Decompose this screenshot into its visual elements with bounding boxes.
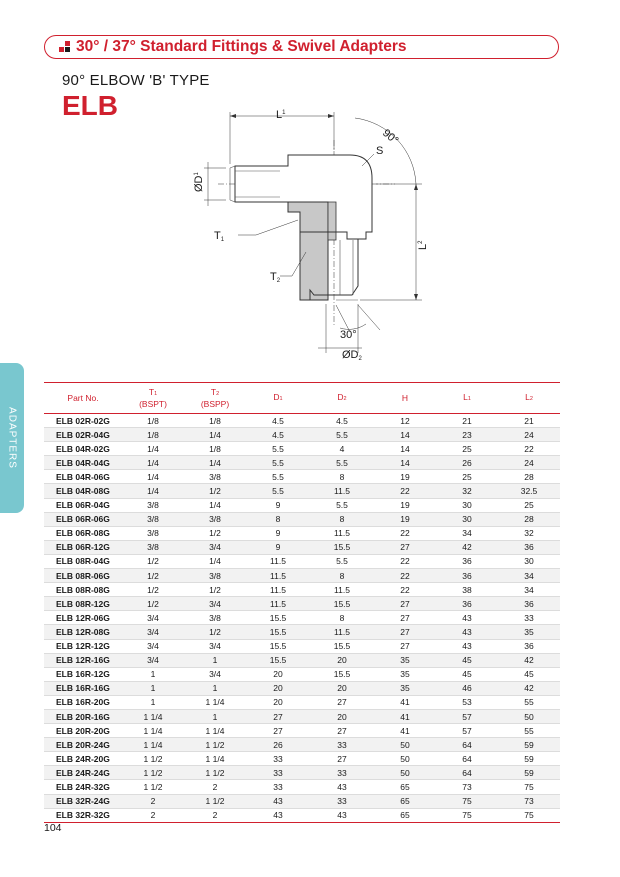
cell-d2: 15.5 [310, 667, 374, 681]
cell-d1: 20 [246, 667, 310, 681]
cell-h: 41 [374, 724, 436, 738]
cell-d1: 20 [246, 695, 310, 709]
cell-l2: 25 [498, 498, 560, 512]
cell-l2: 55 [498, 724, 560, 738]
cell-h: 35 [374, 653, 436, 667]
cell-part-no: ELB 32R-32G [44, 808, 122, 822]
header-d2: D2 [310, 383, 374, 414]
table-row [44, 611, 560, 625]
cell-d1: 43 [246, 794, 310, 808]
cell-d1: 5.5 [246, 484, 310, 498]
table-row [44, 569, 560, 583]
cell-t2: 1/2 [184, 526, 246, 540]
table-header-row [44, 383, 560, 414]
cell-d1: 11.5 [246, 554, 310, 568]
cell-l2: 21 [498, 414, 560, 428]
cell-t1: 1 [122, 695, 184, 709]
cell-h: 22 [374, 583, 436, 597]
cell-l1: 75 [436, 794, 498, 808]
cell-h: 22 [374, 554, 436, 568]
cell-l1: 36 [436, 597, 498, 611]
cell-l1: 64 [436, 752, 498, 766]
cell-d2: 27 [310, 752, 374, 766]
cell-d1: 9 [246, 526, 310, 540]
cell-d1: 15.5 [246, 639, 310, 653]
table-row [44, 780, 560, 794]
cell-d1: 33 [246, 766, 310, 780]
cell-part-no: ELB 16R-20G [44, 695, 122, 709]
cell-part-no: ELB 12R-08G [44, 625, 122, 639]
cell-part-no: ELB 12R-06G [44, 611, 122, 625]
cell-d1: 15.5 [246, 625, 310, 639]
table-row [44, 766, 560, 780]
cell-t1: 1/2 [122, 554, 184, 568]
cell-d1: 33 [246, 752, 310, 766]
cell-d2: 15.5 [310, 639, 374, 653]
cell-t2: 3/4 [184, 639, 246, 653]
cell-h: 27 [374, 540, 436, 554]
cell-l1: 34 [436, 526, 498, 540]
product-subtitle: 90° ELBOW 'B' TYPE [62, 72, 210, 89]
cell-l1: 53 [436, 695, 498, 709]
cell-t2: 2 [184, 808, 246, 822]
table-row [44, 724, 560, 738]
cell-l2: 22 [498, 442, 560, 456]
cell-h: 65 [374, 780, 436, 794]
cell-t2: 3/4 [184, 597, 246, 611]
cell-l2: 75 [498, 780, 560, 794]
cell-t1: 1/2 [122, 569, 184, 583]
banner-square-icon [65, 41, 70, 46]
cell-l2: 55 [498, 695, 560, 709]
cell-d2: 5.5 [310, 554, 374, 568]
cell-h: 35 [374, 667, 436, 681]
cell-t1: 3/8 [122, 498, 184, 512]
cell-t2: 1/4 [184, 456, 246, 470]
banner-square-icon [59, 47, 64, 52]
cell-t1: 3/4 [122, 625, 184, 639]
cell-l1: 64 [436, 766, 498, 780]
cell-d2: 11.5 [310, 625, 374, 639]
header-h: H [374, 383, 436, 414]
cell-t1: 1/8 [122, 428, 184, 442]
cell-l2: 30 [498, 554, 560, 568]
label-l1: $L^1$ [276, 109, 286, 121]
cell-d2: 5.5 [310, 498, 374, 512]
cell-t2: 3/8 [184, 470, 246, 484]
cell-d2: 33 [310, 738, 374, 752]
cell-part-no: ELB 20R-24G [44, 738, 122, 752]
cell-d2: 20 [310, 653, 374, 667]
cell-d2: 33 [310, 794, 374, 808]
cell-part-no: ELB 06R-04G [44, 498, 122, 512]
cell-l2: 59 [498, 752, 560, 766]
label-t1: T1 [214, 230, 225, 243]
cell-d1: 5.5 [246, 470, 310, 484]
cell-d1: 9 [246, 498, 310, 512]
cell-l1: 36 [436, 569, 498, 583]
cell-t2: 1 [184, 681, 246, 695]
table-row [44, 681, 560, 695]
cell-t1: 2 [122, 808, 184, 822]
cell-t2: 1 1/4 [184, 752, 246, 766]
cell-l1: 21 [436, 414, 498, 428]
cell-l1: 32 [436, 484, 498, 498]
cell-d2: 4 [310, 442, 374, 456]
cell-h: 22 [374, 526, 436, 540]
cell-d1: 43 [246, 808, 310, 822]
cell-h: 50 [374, 752, 436, 766]
cell-part-no: ELB 02R-04G [44, 428, 122, 442]
cell-t2: 1/2 [184, 625, 246, 639]
cell-h: 14 [374, 428, 436, 442]
cell-part-no: ELB 20R-16G [44, 709, 122, 723]
cell-t2: 1 1/2 [184, 794, 246, 808]
cell-d2: 43 [310, 808, 374, 822]
table-row [44, 498, 560, 512]
cell-d2: 15.5 [310, 540, 374, 554]
cell-t1: 2 [122, 794, 184, 808]
cell-t2: 1/4 [184, 554, 246, 568]
cell-l1: 25 [436, 470, 498, 484]
cell-l2: 75 [498, 808, 560, 822]
cell-t2: 1/2 [184, 484, 246, 498]
table-row [44, 512, 560, 526]
cell-t1: 3/4 [122, 639, 184, 653]
cell-l2: 42 [498, 653, 560, 667]
label-l2: $L^2$ [417, 240, 429, 250]
cell-t2: 1 [184, 653, 246, 667]
banner-title: 30° / 37° Standard Fittings & Swivel Adapters [76, 38, 407, 55]
cell-t2: 1/4 [184, 498, 246, 512]
cell-d2: 8 [310, 611, 374, 625]
cell-t1: 3/4 [122, 611, 184, 625]
cell-d2: 4.5 [310, 414, 374, 428]
cell-t2: 1 1/4 [184, 695, 246, 709]
cell-d1: 9 [246, 540, 310, 554]
elbow-section [288, 202, 328, 300]
table-row [44, 667, 560, 681]
cell-h: 12 [374, 414, 436, 428]
cell-h: 50 [374, 766, 436, 780]
table-row [44, 709, 560, 723]
cell-l1: 45 [436, 653, 498, 667]
cell-l1: 57 [436, 724, 498, 738]
cell-l1: 25 [436, 442, 498, 456]
cell-t1: 1/2 [122, 583, 184, 597]
table-row [44, 625, 560, 639]
cell-h: 65 [374, 794, 436, 808]
cell-d1: 5.5 [246, 456, 310, 470]
cell-h: 27 [374, 611, 436, 625]
cell-part-no: ELB 24R-32G [44, 780, 122, 794]
cell-h: 27 [374, 597, 436, 611]
cell-l1: 73 [436, 780, 498, 794]
label-d2: ØD2 [342, 349, 362, 362]
header-t1: T1 (BSPT) [122, 383, 184, 414]
header-l1: L1 [436, 383, 498, 414]
cell-h: 41 [374, 695, 436, 709]
cell-h: 19 [374, 512, 436, 526]
cell-d2: 11.5 [310, 484, 374, 498]
cell-part-no: ELB 24R-20G [44, 752, 122, 766]
table-row [44, 653, 560, 667]
cell-part-no: ELB 20R-20G [44, 724, 122, 738]
table-row [44, 639, 560, 653]
cell-t1: 1/2 [122, 597, 184, 611]
cell-t1: 1 [122, 667, 184, 681]
cell-t1: 1/4 [122, 442, 184, 456]
label-angle-30: 30° [340, 329, 357, 341]
page-number: 104 [44, 822, 62, 834]
product-code: ELB [62, 90, 118, 121]
cell-t2: 1/4 [184, 428, 246, 442]
cell-t2: 3/4 [184, 540, 246, 554]
cell-h: 65 [374, 808, 436, 822]
cell-part-no: ELB 16R-12G [44, 667, 122, 681]
cell-h: 19 [374, 498, 436, 512]
cell-d2: 43 [310, 780, 374, 794]
table-row [44, 554, 560, 568]
banner-square-icon [65, 47, 70, 52]
cell-part-no: ELB 04R-06G [44, 470, 122, 484]
cell-part-no: ELB 12R-16G [44, 653, 122, 667]
cell-l1: 46 [436, 681, 498, 695]
table-row [44, 456, 560, 470]
cell-t1: 1 1/2 [122, 766, 184, 780]
cell-l2: 34 [498, 569, 560, 583]
table-row [44, 428, 560, 442]
cell-d2: 11.5 [310, 583, 374, 597]
cell-t1: 1/4 [122, 470, 184, 484]
cell-t1: 1 1/4 [122, 709, 184, 723]
cell-l1: 57 [436, 709, 498, 723]
cell-d1: 26 [246, 738, 310, 752]
cell-l2: 34 [498, 583, 560, 597]
label-d1: $ØD^1$ [193, 172, 205, 192]
side-tab-label: ADAPTERS [6, 407, 18, 469]
cell-t2: 1/2 [184, 583, 246, 597]
side-tab-adapters[interactable] [0, 363, 24, 513]
cell-t1: 3/4 [122, 653, 184, 667]
cell-l2: 36 [498, 639, 560, 653]
cell-h: 50 [374, 738, 436, 752]
cell-h: 22 [374, 484, 436, 498]
cell-d1: 27 [246, 709, 310, 723]
cell-l2: 35 [498, 625, 560, 639]
label-t2: T2 [270, 271, 281, 284]
table-row [44, 442, 560, 456]
cell-d1: 20 [246, 681, 310, 695]
table-row [44, 414, 560, 428]
cell-d1: 5.5 [246, 442, 310, 456]
label-angle-90: 90° [380, 127, 401, 147]
cell-part-no: ELB 24R-24G [44, 766, 122, 780]
cell-d1: 4.5 [246, 428, 310, 442]
cell-d1: 33 [246, 780, 310, 794]
cell-l1: 26 [436, 456, 498, 470]
cell-d1: 11.5 [246, 583, 310, 597]
cell-part-no: ELB 06R-08G [44, 526, 122, 540]
cell-l2: 42 [498, 681, 560, 695]
cell-t1: 1 1/4 [122, 724, 184, 738]
cell-part-no: ELB 08R-04G [44, 554, 122, 568]
cell-l1: 43 [436, 639, 498, 653]
cell-l2: 32 [498, 526, 560, 540]
cell-t1: 1/4 [122, 484, 184, 498]
header-part-no: Part No. [44, 383, 122, 414]
label-s: S [376, 145, 384, 157]
cell-l1: 42 [436, 540, 498, 554]
cell-d1: 8 [246, 512, 310, 526]
cell-l1: 23 [436, 428, 498, 442]
elbow-technical-drawing [190, 100, 450, 365]
cell-t2: 1 1/2 [184, 766, 246, 780]
cell-h: 14 [374, 456, 436, 470]
cell-part-no: ELB 04R-02G [44, 442, 122, 456]
cell-part-no: ELB 08R-12G [44, 597, 122, 611]
cell-l1: 45 [436, 667, 498, 681]
cell-d2: 20 [310, 681, 374, 695]
table-row [44, 752, 560, 766]
cell-l2: 59 [498, 738, 560, 752]
table-row [44, 484, 560, 498]
cell-t2: 3/8 [184, 569, 246, 583]
cell-t1: 1/8 [122, 414, 184, 428]
cell-part-no: ELB 04R-08G [44, 484, 122, 498]
cell-t2: 1/8 [184, 442, 246, 456]
cell-h: 35 [374, 681, 436, 695]
header-t2: T2 (BSPP) [184, 383, 246, 414]
header-l2: L2 [498, 383, 560, 414]
cell-l1: 30 [436, 498, 498, 512]
cell-l2: 24 [498, 456, 560, 470]
header-d1: D1 [246, 383, 310, 414]
cell-l2: 33 [498, 611, 560, 625]
cell-part-no: ELB 08R-06G [44, 569, 122, 583]
cell-l2: 28 [498, 512, 560, 526]
cell-d1: 11.5 [246, 597, 310, 611]
cell-d1: 15.5 [246, 611, 310, 625]
cell-l2: 24 [498, 428, 560, 442]
cell-d2: 27 [310, 695, 374, 709]
cell-h: 27 [374, 639, 436, 653]
cell-h: 27 [374, 625, 436, 639]
cell-t1: 1 1/4 [122, 738, 184, 752]
specification-table [44, 382, 560, 823]
cell-d1: 4.5 [246, 414, 310, 428]
cell-t2: 1/8 [184, 414, 246, 428]
cell-d2: 15.5 [310, 597, 374, 611]
table-row [44, 470, 560, 484]
cell-l1: 43 [436, 611, 498, 625]
cell-d2: 8 [310, 569, 374, 583]
cell-l2: 50 [498, 709, 560, 723]
cell-l1: 75 [436, 808, 498, 822]
cell-d2: 11.5 [310, 526, 374, 540]
table-row [44, 808, 560, 822]
cell-d2: 5.5 [310, 428, 374, 442]
cell-t2: 3/4 [184, 667, 246, 681]
cell-d2: 20 [310, 709, 374, 723]
table-row [44, 526, 560, 540]
cell-l1: 30 [436, 512, 498, 526]
cell-t1: 3/8 [122, 512, 184, 526]
cell-l2: 73 [498, 794, 560, 808]
cell-part-no: ELB 12R-12G [44, 639, 122, 653]
table-row [44, 695, 560, 709]
cell-d2: 8 [310, 512, 374, 526]
table-row [44, 597, 560, 611]
cell-t1: 1 [122, 681, 184, 695]
cell-l2: 28 [498, 470, 560, 484]
cell-l1: 38 [436, 583, 498, 597]
cell-part-no: ELB 02R-02G [44, 414, 122, 428]
cell-t1: 1 1/2 [122, 752, 184, 766]
cell-d1: 15.5 [246, 653, 310, 667]
cell-d1: 27 [246, 724, 310, 738]
cell-l2: 45 [498, 667, 560, 681]
cell-t2: 3/8 [184, 512, 246, 526]
cell-l2: 59 [498, 766, 560, 780]
cell-d2: 5.5 [310, 456, 374, 470]
cell-d2: 8 [310, 470, 374, 484]
cell-t2: 2 [184, 780, 246, 794]
cell-d1: 11.5 [246, 569, 310, 583]
cell-d2: 33 [310, 766, 374, 780]
cell-part-no: ELB 16R-16G [44, 681, 122, 695]
table-row [44, 583, 560, 597]
cell-h: 14 [374, 442, 436, 456]
table-row [44, 540, 560, 554]
section-banner [44, 35, 559, 59]
cell-l2: 36 [498, 597, 560, 611]
cell-part-no: ELB 06R-06G [44, 512, 122, 526]
cell-l2: 32.5 [498, 484, 560, 498]
cell-h: 41 [374, 709, 436, 723]
cell-l1: 36 [436, 554, 498, 568]
cell-t1: 1/4 [122, 456, 184, 470]
cell-part-no: ELB 04R-04G [44, 456, 122, 470]
cell-l1: 43 [436, 625, 498, 639]
table-row [44, 738, 560, 752]
cell-t2: 1 1/4 [184, 724, 246, 738]
cell-d2: 27 [310, 724, 374, 738]
cell-l1: 64 [436, 738, 498, 752]
table-row [44, 794, 560, 808]
cell-h: 22 [374, 569, 436, 583]
cell-t2: 3/8 [184, 611, 246, 625]
cell-t2: 1 1/2 [184, 738, 246, 752]
cell-t1: 1 1/2 [122, 780, 184, 794]
cell-h: 19 [374, 470, 436, 484]
cell-t1: 3/8 [122, 540, 184, 554]
cell-l2: 36 [498, 540, 560, 554]
cell-part-no: ELB 32R-24G [44, 794, 122, 808]
cell-t2: 1 [184, 709, 246, 723]
cell-part-no: ELB 08R-08G [44, 583, 122, 597]
cell-part-no: ELB 06R-12G [44, 540, 122, 554]
cell-t1: 3/8 [122, 526, 184, 540]
